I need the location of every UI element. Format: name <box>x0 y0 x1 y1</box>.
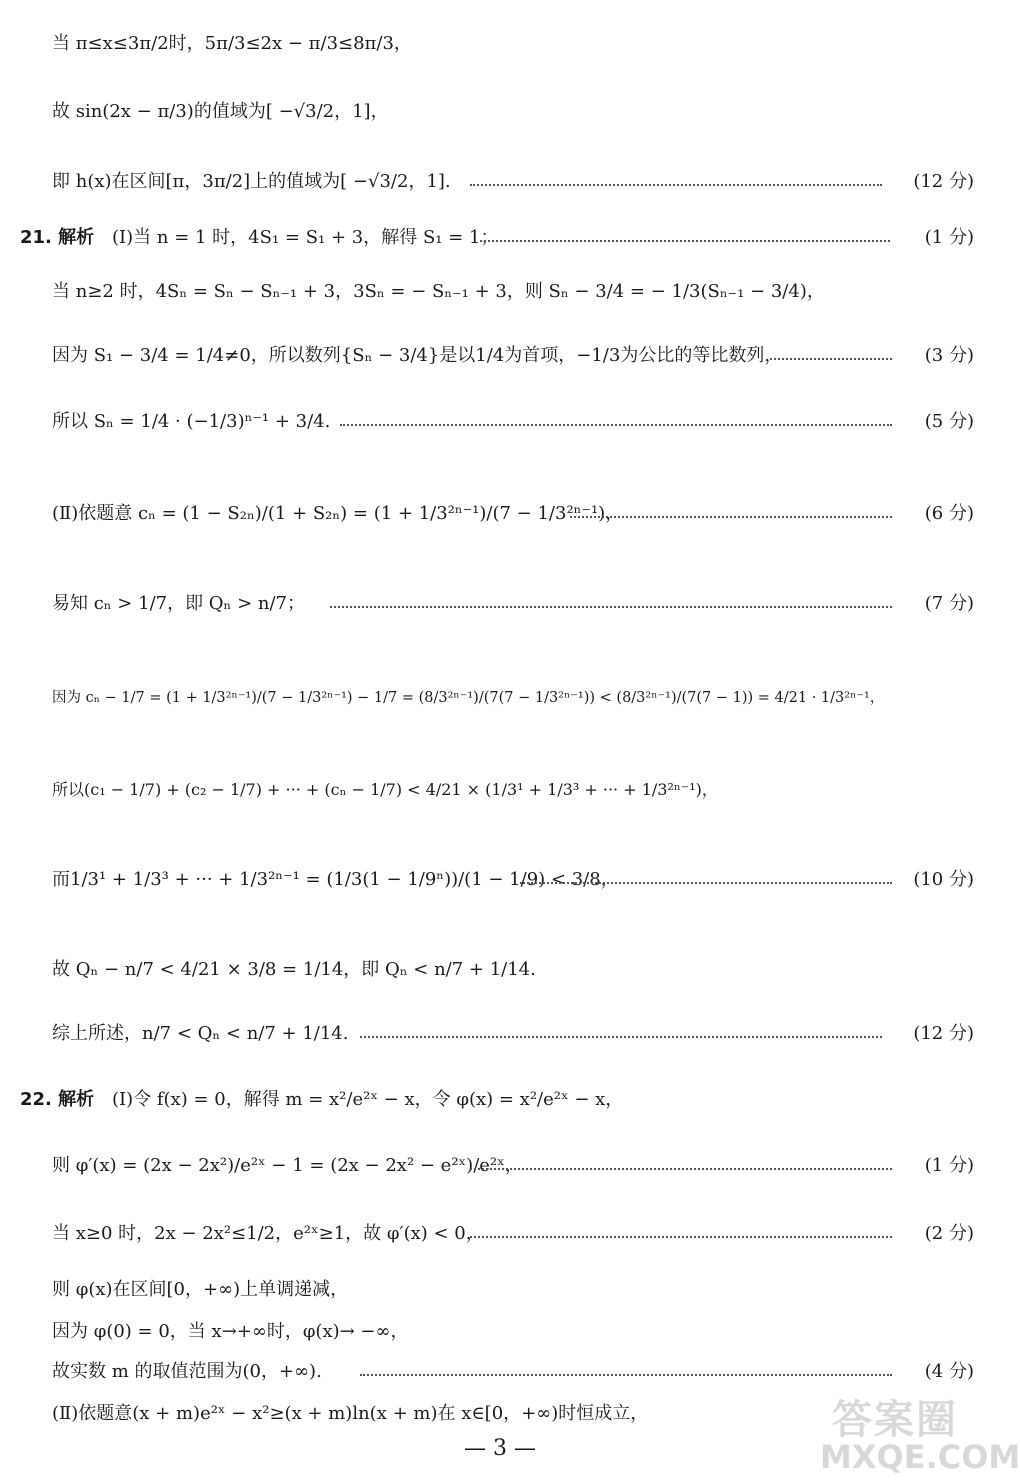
line-text: 因为 cₙ − 1/7 = (1 + 1/3²ⁿ⁻¹)/(7 − 1/3²ⁿ⁻¹) − 1/7 = (8/3²ⁿ⁻¹)/(7(7 − 1/3²ⁿ⁻¹)) < (8/3²ⁿ⁻¹)/(7(7 − 1)) = 4/21 · 1/3²ⁿ⁻¹， <box>52 690 885 706</box>
line-text: (Ⅰ)当 n = 1 时，4S₁ = S₁ + 3，解得 S₁ = 1； <box>112 227 499 248</box>
watermark-en: MXQE.COM <box>820 1438 1020 1476</box>
dot-leader <box>330 606 892 608</box>
line-text: 所以(c₁ − 1/7) + (c₂ − 1/7) + ··· + (cₙ − 1/7) < 4/21 × (1/3¹ + 1/3³ + ··· + 1/3²ⁿ⁻¹)， <box>52 780 718 799</box>
line-text: (Ⅰ)令 f(x) = 0，解得 m = x²/e²ˣ − x，令 φ(x) = x²/e²ˣ − x， <box>112 1089 624 1110</box>
score-label: (5 分) <box>924 411 974 432</box>
line-text: 故 Qₙ − n/7 < 4/21 × 3/8 = 1/14，即 Qₙ < n/7 + 1/14. <box>52 959 536 980</box>
line-text: 则 φ′(x) = (2x − 2x²)/e²ˣ − 1 = (2x − 2x² − e²ˣ)/e²ˣ， <box>52 1155 523 1176</box>
score-label: (7 分) <box>924 593 974 614</box>
line-text: 因为 φ(0) = 0，当 x→+∞时，φ(x)→ −∞， <box>52 1321 409 1342</box>
line-text: 即 h(x)在区间[π，3π/2]上的值域为[ −√3/2，1]. <box>52 171 451 192</box>
score-label: (6 分) <box>924 503 974 524</box>
line-text: 当 x≥0 时，2x − 2x²≤1/2，e²ˣ≥1，故 φ′(x) < 0， <box>52 1223 484 1244</box>
question-label: 22. 解析 <box>20 1089 95 1110</box>
line-text: 故实数 m 的取值范围为(0，+∞). <box>52 1361 322 1382</box>
dot-leader <box>360 1374 892 1376</box>
page-number: — 3 — <box>464 1436 536 1461</box>
score-label: (1 分) <box>924 1155 974 1176</box>
dot-leader <box>770 358 892 360</box>
dot-leader <box>340 424 892 426</box>
line-text: 因为 S₁ − 3/4 = 1/4≠0，所以数列{Sₙ − 3/4}是以1/4为首项，−1/3为公比的等比数列， <box>52 345 783 366</box>
dot-leader <box>360 1036 882 1038</box>
score-label: (12 分) <box>913 1023 974 1044</box>
question-label: 21. 解析 <box>20 227 95 248</box>
score-label: (1 分) <box>924 227 974 248</box>
line-text: 综上所述，n/7 < Qₙ < n/7 + 1/14. <box>52 1023 349 1044</box>
dot-leader <box>470 1236 892 1238</box>
watermark-cn: 答案圈 <box>832 1397 958 1443</box>
line-text: 当 n≥2 时，4Sₙ = Sₙ − Sₙ₋₁ + 3，3Sₙ = − Sₙ₋₁ + 3，则 Sₙ − 3/4 = − 1/3(Sₙ₋₁ − 3/4)， <box>52 281 825 302</box>
dot-leader <box>470 1168 892 1170</box>
line-text: (Ⅱ)依题意(x + m)e²ˣ − x²≥(x + m)ln(x + m)在 x∈[0，+∞)时恒成立， <box>52 1403 649 1424</box>
line-text: 而1/3¹ + 1/3³ + ··· + 1/3²ⁿ⁻¹ = (1/3(1 − 1/9ⁿ))/(1 − 1/9) < 3/8， <box>52 869 619 890</box>
score-label: (3 分) <box>924 345 974 366</box>
score-label: (4 分) <box>924 1361 974 1382</box>
line-text: 易知 cₙ > 1/7，即 Qₙ > n/7； <box>52 593 305 614</box>
dot-leader <box>520 882 892 884</box>
line-text: 当 π≤x≤3π/2时，5π/3≤2x − π/3≤8π/3， <box>52 33 412 54</box>
score-label: (2 分) <box>924 1223 974 1244</box>
dot-leader <box>470 184 882 186</box>
line-text: 所以 Sₙ = 1/4 · (−1/3)ⁿ⁻¹ + 3/4. <box>52 411 331 432</box>
score-label: (12 分) <box>913 171 974 192</box>
dot-leader <box>480 240 890 242</box>
watermark-logo <box>800 1388 1020 1478</box>
line-text: 则 φ(x)在区间[0，+∞)上单调递减， <box>52 1279 349 1300</box>
score-label: (10 分) <box>913 869 974 890</box>
dot-leader <box>570 516 892 518</box>
line-text: 故 sin(2x − π/3)的值域为[ −√3/2，1]， <box>52 101 389 122</box>
line-text: (Ⅱ)依题意 cₙ = (1 − S₂ₙ)/(1 + S₂ₙ) = (1 + 1/3²ⁿ⁻¹)/(7 − 1/3²ⁿ⁻¹)， <box>52 503 624 524</box>
